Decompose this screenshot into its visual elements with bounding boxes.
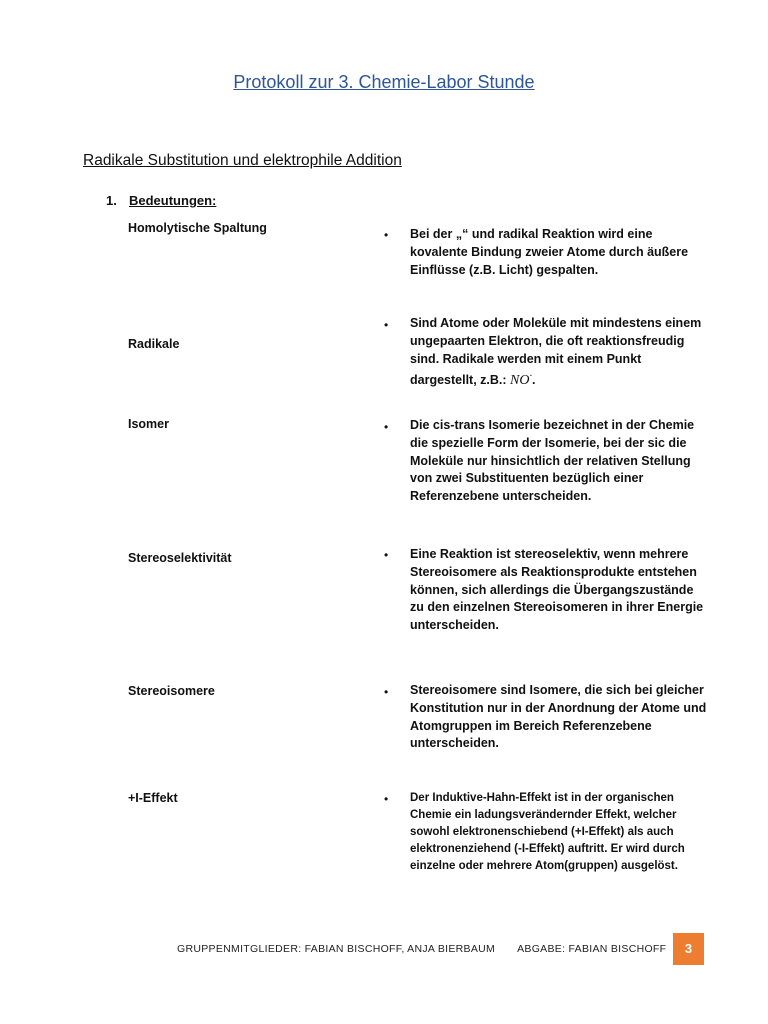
footer — [177, 943, 666, 955]
bullet: • — [384, 685, 389, 699]
list-heading: Bedeutungen: — [129, 193, 217, 208]
definition-stereoisomere: Stereoisomere sind Isomere, die sich bei gleicher Konstitution nur in der Anordnung der Atome und Atomgruppen im Bereich Referenzebene unterscheiden. — [410, 683, 707, 751]
bullet: • — [384, 792, 389, 806]
term-radikale: Radikale — [128, 337, 180, 351]
bullet: • — [384, 318, 389, 332]
term-stereoisomere: Stereoisomere — [128, 684, 215, 698]
bullet: • — [384, 228, 389, 242]
radical-dot: · — [529, 371, 532, 383]
page-number-badge: 3 — [673, 933, 704, 965]
term-stereoselektivitaet: Stereoselektivität — [128, 551, 232, 565]
bullet: • — [384, 548, 389, 562]
document-title: Protokoll zur 3. Chemie-Labor Stunde — [233, 72, 535, 92]
term-isomer: Isomer — [128, 417, 169, 431]
definition-isomer: Die cis-trans Isomerie bezeichnet in der Chemie die spezielle Form der Isomerie, bei der sic die Moleküle nur hinsichtlich der relativen Stellung von zwei Substituenten bezüglich einer Referenzebene unterscheiden. — [410, 418, 695, 504]
list-number: 1. — [106, 193, 117, 208]
definition-radikale-end: . — [531, 373, 536, 388]
definition-i-effekt: Der Induktive-Hahn-Effekt ist in der organischen Chemie ein ladungsverändernder Effekt, welcher sowohl elektronenschiebend (+I-Effekt) als auch elektronenziehend (-I-Effekt) auftritt. Er wird durch einzelne oder mehrere Atom(gruppen) ausgelöst. — [410, 792, 685, 872]
section-heading: Radikale Substitution und elektrophile Addition — [83, 152, 402, 169]
definition-homolytische-spaltung: Bei der „“ und radikal Reaktion wird eine kovalente Bindung zweier Atome durch äußere Einflüsse (z.B. Licht) gespalten. — [410, 227, 689, 277]
definition-radikale-text: Sind Atome oder Moleküle mit mindestens einem ungepaarten Elektron, die oft reaktionsfreudig sind. Radikale werden mit einem Punkt dargestellt, z.B.: — [410, 316, 702, 388]
definition-radikale — [410, 315, 710, 390]
term-i-effekt: +I-Effekt — [128, 791, 178, 805]
footer-members: GRUPPENMITGLIEDER: FABIAN BISCHOFF, ANJA BIERBAUM — [177, 943, 496, 955]
term-homolytische-spaltung: Homolytische Spaltung — [128, 221, 267, 235]
footer-submission: ABGABE: FABIAN BISCHOFF — [517, 943, 667, 955]
formula-no: NO — [510, 373, 530, 389]
definition-stereoselektivitaet: Eine Reaktion ist stereoselektiv, wenn mehrere Stereoisomere als Reaktionsprodukte entstehen können, sich allerdings die Übergangszustände zu den einzelnen Stereoisomeren in ihrer Energie unterscheiden. — [410, 547, 704, 633]
bullet: • — [384, 420, 389, 434]
